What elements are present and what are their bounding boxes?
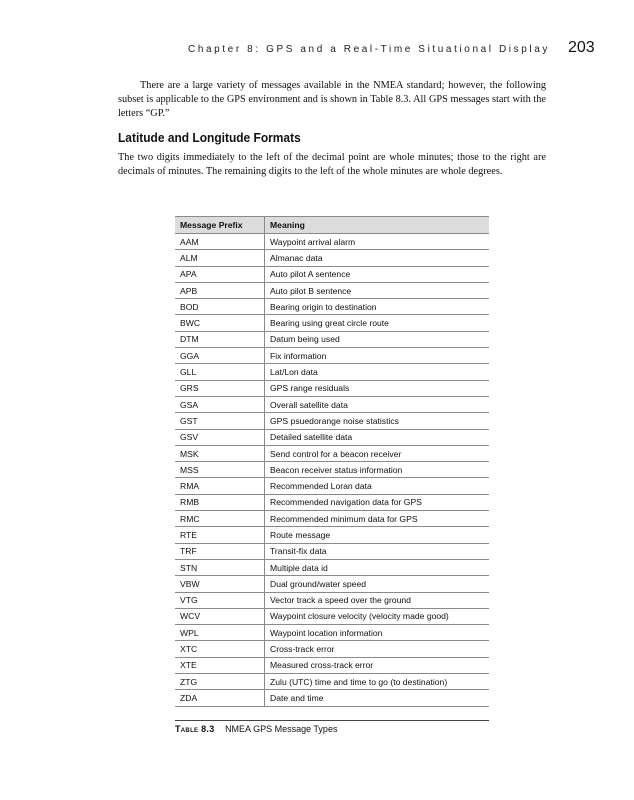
table-row — [175, 592, 489, 608]
table-row — [175, 299, 489, 315]
table-row — [175, 690, 489, 706]
message-prefix-cell: DTM — [175, 331, 265, 347]
message-prefix-cell: ZDA — [175, 690, 265, 706]
caption-text: NMEA GPS Message Types — [225, 724, 338, 734]
meaning-cell: Route message — [265, 527, 490, 543]
meaning-cell: Overall satellite data — [265, 396, 490, 412]
meaning-cell: Beacon receiver status information — [265, 462, 490, 478]
meaning-cell: Recommended Loran data — [265, 478, 490, 494]
message-prefix-cell: ZTG — [175, 674, 265, 690]
table-row — [175, 657, 489, 673]
table-row — [175, 462, 489, 478]
table-row — [175, 478, 489, 494]
table-row — [175, 511, 489, 527]
message-prefix-cell: RMA — [175, 478, 265, 494]
message-prefix-cell: BOD — [175, 299, 265, 315]
message-prefix-cell: RTE — [175, 527, 265, 543]
message-table — [175, 216, 489, 707]
table-body — [175, 234, 489, 707]
message-prefix-cell: GSA — [175, 396, 265, 412]
meaning-cell: Auto pilot B sentence — [265, 282, 490, 298]
message-prefix-cell: XTE — [175, 657, 265, 673]
message-prefix-cell: STN — [175, 559, 265, 575]
section-paragraph: The two digits immediately to the left of the decimal point are whole minutes; those to the right are decimals of minutes. The remaining digits to the left of the whole minutes are whole degrees. — [118, 152, 546, 177]
table-row — [175, 364, 489, 380]
message-prefix-cell: AAM — [175, 234, 265, 250]
table-row — [175, 348, 489, 364]
table-row — [175, 282, 489, 298]
column-header-meaning: Meaning — [265, 217, 490, 234]
meaning-cell: Waypoint location information — [265, 625, 490, 641]
meaning-cell: Transit-fix data — [265, 543, 490, 559]
message-prefix-cell: GLL — [175, 364, 265, 380]
table-row — [175, 429, 489, 445]
table-row — [175, 413, 489, 429]
message-prefix-cell: RMC — [175, 511, 265, 527]
meaning-cell: Detailed satellite data — [265, 429, 490, 445]
caption-label: Table 8.3 — [175, 724, 215, 734]
meaning-cell: Measured cross-track error — [265, 657, 490, 673]
meaning-cell: Auto pilot A sentence — [265, 266, 490, 282]
meaning-cell: Fix information — [265, 348, 490, 364]
message-prefix-cell: VTG — [175, 592, 265, 608]
meaning-cell: Zulu (UTC) time and time to go (to destination) — [265, 674, 490, 690]
table-caption — [175, 724, 337, 734]
message-prefix-cell: APB — [175, 282, 265, 298]
meaning-cell: Recommended navigation data for GPS — [265, 494, 490, 510]
table-row — [175, 641, 489, 657]
message-prefix-cell: XTC — [175, 641, 265, 657]
meaning-cell: Almanac data — [265, 250, 490, 266]
meaning-cell: GPS range residuals — [265, 380, 490, 396]
meaning-cell: Cross-track error — [265, 641, 490, 657]
message-prefix-cell: GRS — [175, 380, 265, 396]
message-prefix-cell: BWC — [175, 315, 265, 331]
table-row — [175, 674, 489, 690]
message-prefix-cell: TRF — [175, 543, 265, 559]
page-number: 203 — [568, 39, 595, 56]
table-row — [175, 234, 489, 250]
meaning-cell: Waypoint arrival alarm — [265, 234, 490, 250]
table-row — [175, 625, 489, 641]
chapter-title: Chapter 8: GPS and a Real-Time Situational Display — [188, 44, 550, 55]
table-header-row — [175, 217, 489, 234]
meaning-cell: Date and time — [265, 690, 490, 706]
meaning-cell: Bearing using great circle route — [265, 315, 490, 331]
message-prefix-cell: MSS — [175, 462, 265, 478]
table-row — [175, 331, 489, 347]
table-row — [175, 445, 489, 461]
message-prefix-cell: MSK — [175, 445, 265, 461]
table-row — [175, 527, 489, 543]
meaning-cell: Recommended minimum data for GPS — [265, 511, 490, 527]
intro-paragraph: There are a large variety of messages available in the NMEA standard; however, the following subset is applicable to the GPS environment and is shown in Table 8.3. All GPS messages start with the letters “GP.” — [118, 80, 546, 119]
table-row — [175, 608, 489, 624]
caption-rule — [175, 720, 489, 721]
table-row — [175, 266, 489, 282]
message-prefix-cell: GSV — [175, 429, 265, 445]
table-row — [175, 494, 489, 510]
meaning-cell: Send control for a beacon receiver — [265, 445, 490, 461]
message-prefix-cell: VBW — [175, 576, 265, 592]
table-row — [175, 380, 489, 396]
meaning-cell: Lat/Lon data — [265, 364, 490, 380]
meaning-cell: Bearing origin to destination — [265, 299, 490, 315]
message-prefix-cell: GST — [175, 413, 265, 429]
section-heading: Latitude and Longitude Formats — [118, 130, 301, 145]
message-prefix-cell: RMB — [175, 494, 265, 510]
message-prefix-cell: APA — [175, 266, 265, 282]
meaning-cell: Multiple data id — [265, 559, 490, 575]
message-prefix-cell: WPL — [175, 625, 265, 641]
table-row — [175, 559, 489, 575]
column-header-prefix: Message Prefix — [175, 217, 265, 234]
meaning-cell: Dual ground/water speed — [265, 576, 490, 592]
table-row — [175, 396, 489, 412]
table-row — [175, 576, 489, 592]
message-prefix-cell: WCV — [175, 608, 265, 624]
meaning-cell: Vector track a speed over the ground — [265, 592, 490, 608]
table-row — [175, 315, 489, 331]
table-row — [175, 250, 489, 266]
meaning-cell: Waypoint closure velocity (velocity made good) — [265, 608, 490, 624]
meaning-cell: GPS psuedorange noise statistics — [265, 413, 490, 429]
message-prefix-cell: ALM — [175, 250, 265, 266]
table-row — [175, 543, 489, 559]
message-prefix-cell: GGA — [175, 348, 265, 364]
meaning-cell: Datum being used — [265, 331, 490, 347]
